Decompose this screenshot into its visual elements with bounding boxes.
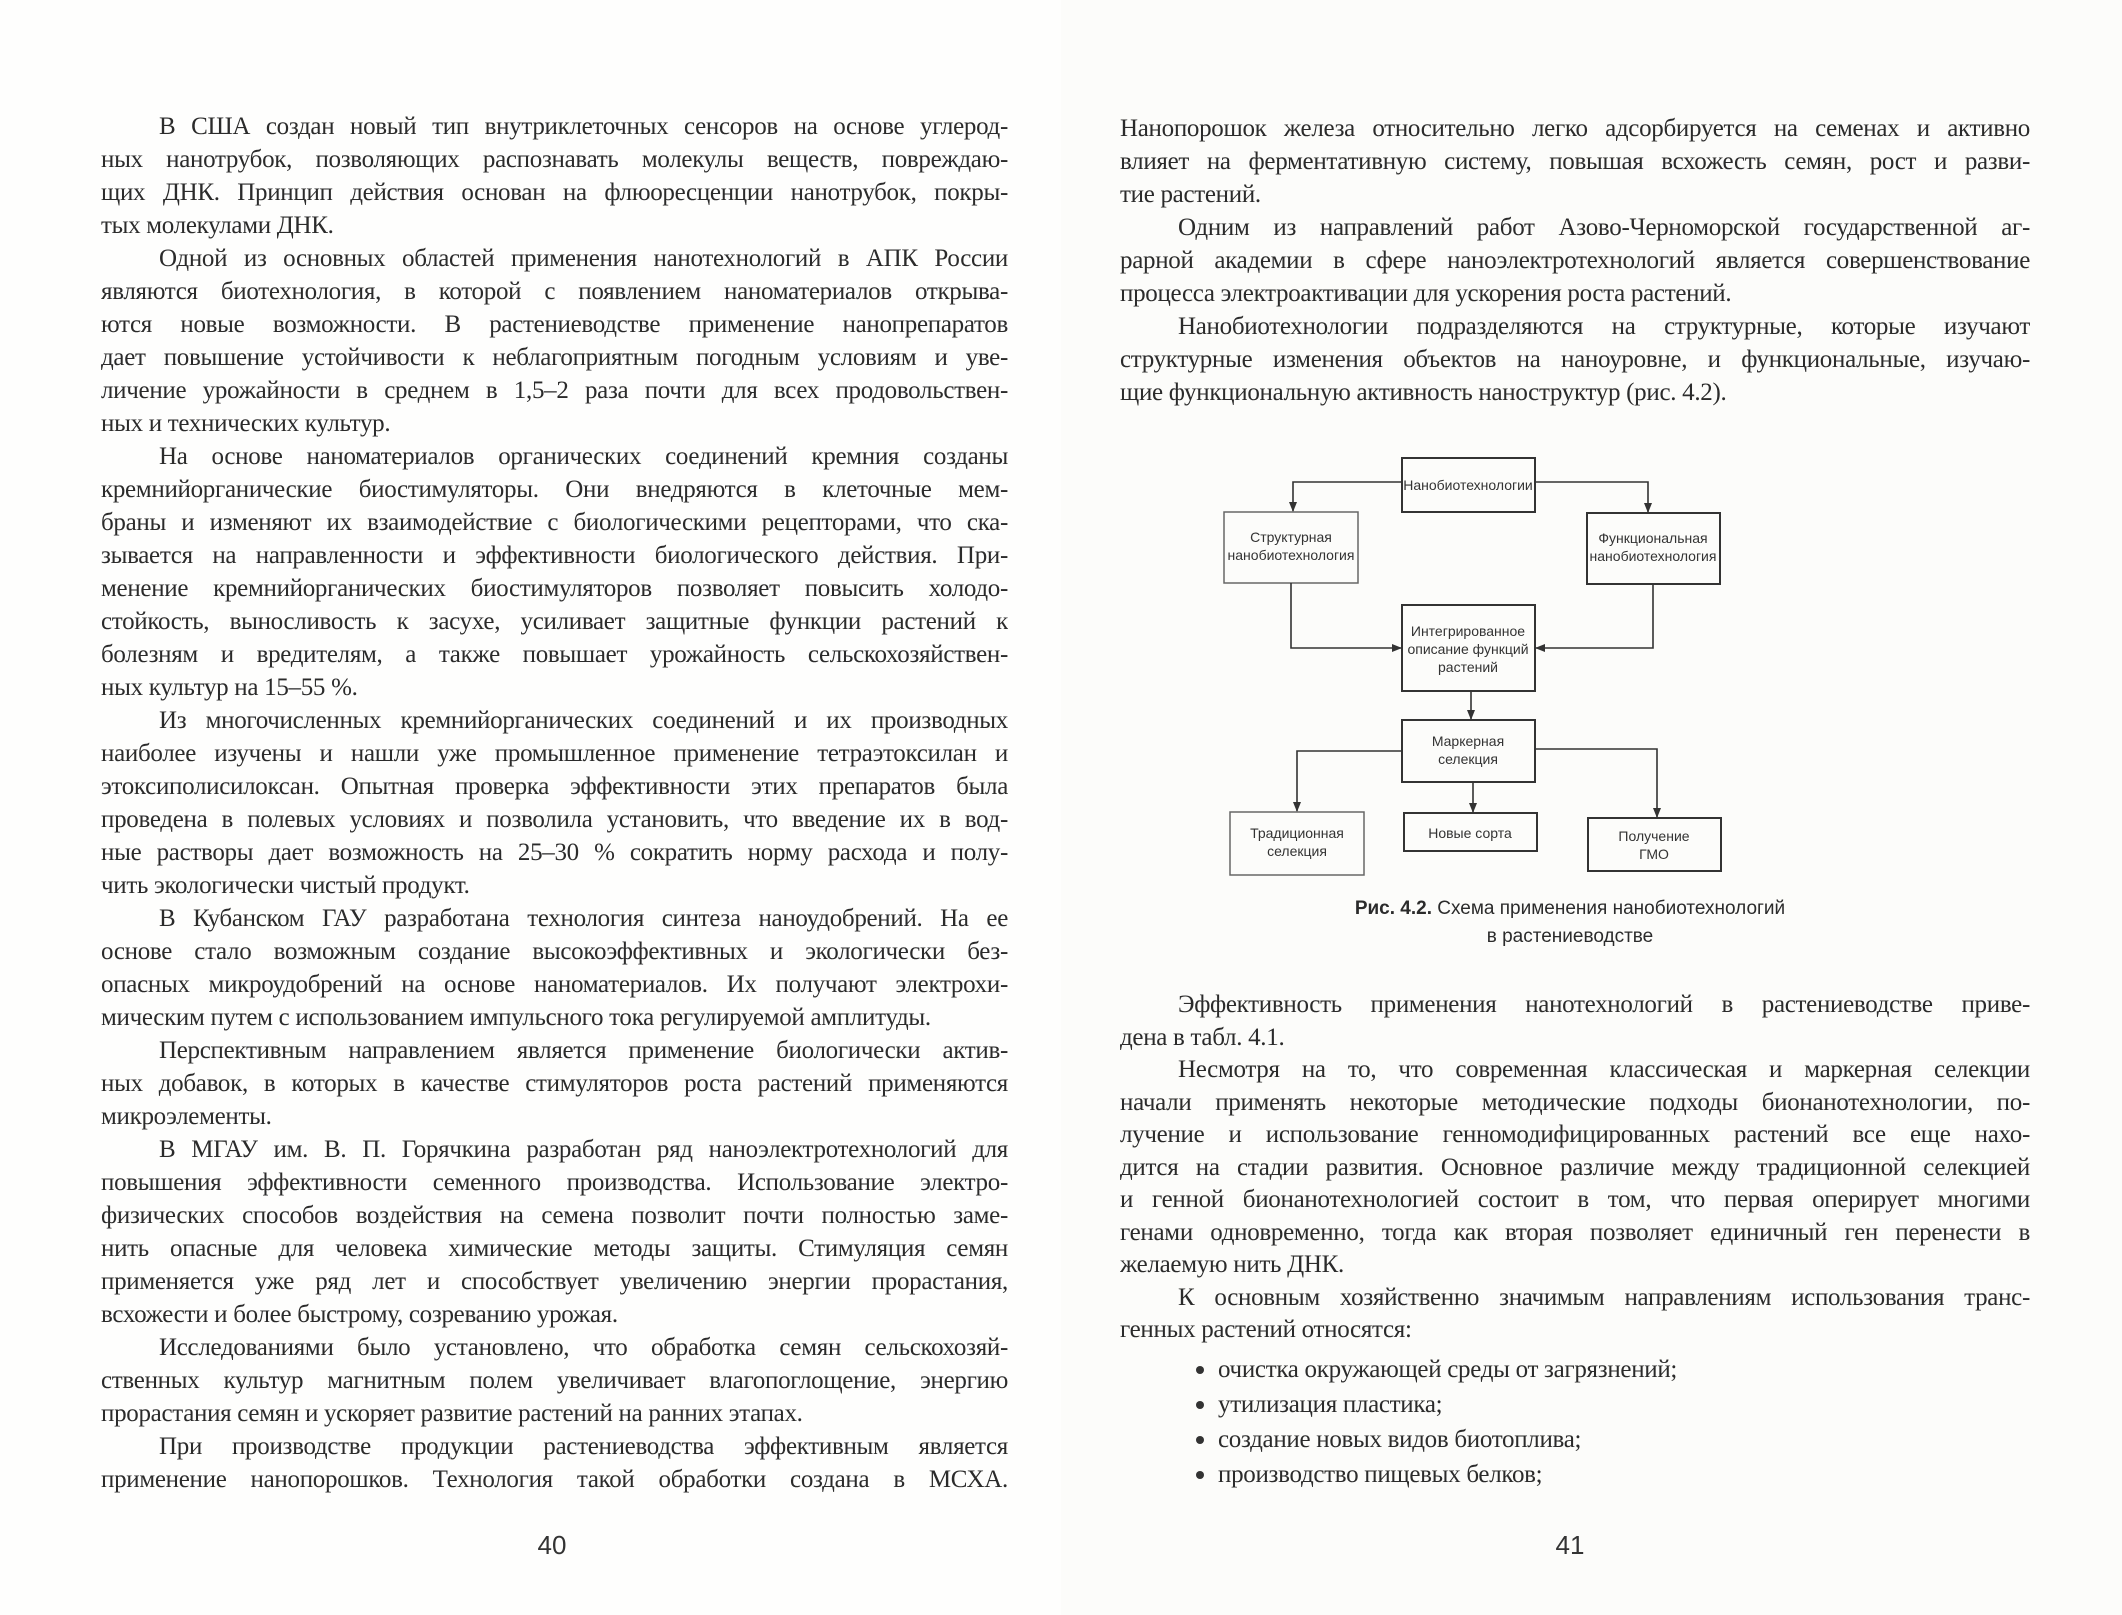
page-number-right: 41 — [1555, 1530, 1585, 1560]
paragraph-first-line: В Кубанском ГАУ разработана технология синтеза наноудобрений. На ее — [159, 905, 1008, 932]
paragraph-first-line: Из многочисленных кремнийорганических соединений и их производных — [159, 707, 1008, 734]
paragraph-line: чить экологически чистый продукт. — [101, 872, 470, 899]
paragraph-line: желаемую нить ДНК. — [1120, 1251, 1344, 1278]
paragraph-line: дает повышение устойчивости к неблагоприятным погодным условиям и уве- — [101, 344, 1008, 371]
paragraph-line: микроэлементы. — [101, 1103, 272, 1130]
list-item-text: производство пищевых белков; — [1218, 1461, 1543, 1488]
paragraph-line: ных добавок, в которых в качестве стимуляторов роста растений применяются — [101, 1070, 1008, 1097]
arrow-functional-to-integrated — [1536, 584, 1653, 648]
paragraph-line: нить опасные для человека химические методы защиты. Стимуляция семян — [101, 1235, 1008, 1262]
box-structural-label: Структурная — [1250, 529, 1332, 545]
arrow-structural-to-integrated — [1291, 583, 1401, 648]
paragraph-first-line: Одним из направлений работ Азово-Черноморской государственной аг- — [1178, 214, 2030, 241]
paragraph-line: проведена в полевых условиях и позволила установить, что введение их в вод- — [101, 806, 1008, 833]
paragraph-line: процесса электроактивации для ускорения роста растений. — [1120, 280, 1732, 307]
paragraph-line: ных и технических культур. — [101, 410, 391, 437]
paragraph-first-line: В МГАУ им. В. П. Горячкина разработан ряд наноэлектротехнологий для — [159, 1136, 1008, 1163]
paragraph-first-line: Нанопорошок железа относительно легко адсорбируется на семенах и активно — [1120, 115, 2030, 142]
paragraph-line: применение нанопорошков. Технология такой обработки создана в МСХА. — [101, 1466, 1008, 1493]
paragraph-line: мическим путем с использованием импульсного тока регулируемой амплитуды. — [101, 1004, 931, 1031]
paragraph-line: личение урожайности в среднем в 1,5–2 раза почти для всех продовольствен- — [101, 377, 1008, 404]
paragraph-line: ных культур на 15–55 %. — [101, 674, 358, 701]
paragraph-line: начали применять некоторые методические подходы бионанотехнологии, по- — [1120, 1088, 2030, 1116]
paragraph-line: физических способов воздействия на семена позволит почти полностью заме- — [101, 1202, 1008, 1229]
figure-caption — [1355, 898, 1785, 920]
paragraph-first-line: Перспективным направлением является применение биологически актив- — [159, 1037, 1008, 1064]
box-functional-label: Функциональная — [1598, 530, 1708, 546]
paragraph-first-line: Нанобиотехнологии подразделяются на структурные, которые изучают — [1178, 313, 2030, 340]
box-integrated-label: Интегрированное — [1410, 623, 1526, 639]
paragraph-line: и генной бионанотехнологией состоит в том, что первая оперирует многими — [1120, 1186, 2030, 1213]
paragraph-line: применяется уже ряд лет и способствует увеличению энергии прорастания, — [101, 1268, 1008, 1295]
paragraph-line: ные растворы дает возможность на 25–30 % сократить норму расхода и полу- — [101, 839, 1008, 866]
paragraph-line: тие растений. — [1120, 181, 1261, 208]
paragraph-line: генных растений относятся: — [1120, 1316, 1412, 1343]
list-item-text: утилизация пластика; — [1218, 1391, 1443, 1418]
page-number-left: 40 — [537, 1530, 567, 1560]
box-gmo-label: ГМО — [1639, 846, 1669, 862]
paragraph-first-line: При производстве продукции растениеводства эффективным является — [159, 1433, 1008, 1460]
paragraph-line: всхожести и более быстрому, созреванию урожая. — [101, 1301, 618, 1328]
paragraph-line: опасных микроудобрений на основе наноматериалов. Их получают электрохи- — [101, 971, 1008, 998]
box-integrated-label: растений — [1438, 659, 1498, 675]
paragraph-line: влияет на ферментативную систему, повышая всхожесть семян, рост и разви- — [1120, 148, 2030, 175]
paragraph-first-line: Несмотря на то, что современная классическая и маркерная селекции — [1178, 1056, 2030, 1083]
paragraph-line: наиболее изучены и нашли уже промышленное применение тетраэтоксилан и — [101, 740, 1008, 767]
box-root-label: Нанобиотехнологии — [1403, 477, 1533, 493]
box-gmo — [1588, 818, 1721, 871]
paragraph-line: рарной академии в сфере наноэлектротехнологий является совершенствование — [1120, 247, 2030, 274]
paragraph-line: стойкость, выносливость к засухе, усиливает защитные функции растений к — [101, 608, 1008, 635]
paragraph-line: тых молекулами ДНК. — [101, 212, 334, 239]
paragraph-line: менение кремнийорганических биостимуляторов позволяет повысить холодо- — [101, 575, 1008, 602]
paragraph-line: щих ДНК. Принцип действия основан на флюоресценции нанотрубок, покры- — [101, 179, 1008, 206]
paragraph-line: браны и изменяют их взаимодействие с биологическими рецепторами, что ска- — [101, 509, 1008, 536]
figure-caption-label: Рис. 4.2. — [1354, 898, 1432, 919]
box-marker-label: селекция — [1438, 751, 1498, 767]
figure-caption-text: Схема применения нанобиотехнологий — [1437, 898, 1786, 919]
box-new-varieties-label: Новые сорта — [1428, 825, 1512, 841]
paragraph-line: щие функциональную активность наноструктур (рис. 4.2). — [1120, 379, 1727, 406]
paragraph-line: основе стало возможным создание высокоэффективных и экологически без- — [101, 938, 1008, 965]
box-traditional-label: селекция — [1267, 843, 1327, 859]
paragraph-line: повышения эффективности семенного производства. Использование электро- — [101, 1169, 1008, 1196]
box-traditional-label: Традиционная — [1250, 825, 1344, 841]
figure-caption-line2: в растениеводстве — [1486, 926, 1654, 947]
box-gmo-label: Получение — [1618, 828, 1690, 844]
arrow-marker-to-traditional — [1297, 751, 1402, 811]
paragraph-line: дится на стадии развития. Основное различие между традиционной селекцией — [1120, 1153, 2030, 1181]
arrow-marker-to-gmo — [1535, 749, 1657, 817]
box-functional-label: нанобиотехнология — [1589, 548, 1717, 564]
paragraph-first-line: Исследованиями было установлено, что обработка семян сельскохозяй- — [159, 1334, 1008, 1361]
paragraph-line: являются биотехнология, в которой с появлением наноматериалов открыва- — [101, 278, 1008, 305]
paragraph-line: генами одновременно, тогда как вторая позволяет единичный ген перенести в — [1120, 1218, 2030, 1246]
paragraph-line: болезням и вредителям, а также повышает урожайность сельскохозяйствен- — [101, 641, 1008, 668]
paragraph-first-line: К основным хозяйственно значимым направлениям использования транс- — [1178, 1283, 2030, 1311]
paragraph-first-line: Одной из основных областей применения нанотехнологий в АПК России — [159, 245, 1008, 272]
paragraph-line: лучение и использование генномодифицированных растений все еще нахо- — [1120, 1121, 2030, 1148]
paragraph-first-line: На основе наноматериалов органических соединений кремния созданы — [159, 443, 1008, 470]
box-integrated-label: описание функций — [1407, 641, 1529, 657]
paragraph-line: ственных культур магнитным полем увеличивает влагопоглощение, энергию — [101, 1367, 1008, 1394]
paragraph-line: ются новые возможности. В растениеводстве применение нанопрепаратов — [101, 311, 1008, 338]
box-structural-label: нанобиотехнология — [1227, 547, 1355, 563]
paragraph-line: прорастания семян и ускоряет развитие растений на ранних этапах. — [101, 1400, 803, 1427]
box-marker-label: Маркерная — [1431, 733, 1505, 749]
arrow-root-to-structural — [1293, 482, 1402, 511]
paragraph-first-line: В США создан новый тип внутриклеточных сенсоров на основе углерод- — [159, 113, 1008, 140]
list-item-text: очистка окружающей среды от загрязнений; — [1218, 1356, 1678, 1383]
arrow-root-to-functional — [1535, 482, 1648, 512]
paragraph-line: дена в табл. 4.1. — [1120, 1023, 1285, 1051]
paragraph-line: кремнийорганические биостимуляторы. Они внедряются в клеточные мем- — [101, 476, 1008, 503]
paragraph-line: структурные изменения объектов на наноуровне, и функциональные, изучаю- — [1120, 346, 2030, 373]
list-item-text: создание новых видов биотоплива; — [1218, 1426, 1582, 1453]
paragraph-line: ных нанотрубок, позволяющих распознавать молекулы веществ, повреждаю- — [101, 146, 1008, 173]
paragraph-line: зывается на направленности и эффективности биологического действия. При- — [101, 542, 1008, 569]
paragraph-first-line: Эффективность применения нанотехнологий в растениеводстве приве- — [1178, 991, 2030, 1018]
paragraph-line: этоксиполисилоксан. Опытная проверка эффективности этих препаратов была — [101, 773, 1008, 800]
